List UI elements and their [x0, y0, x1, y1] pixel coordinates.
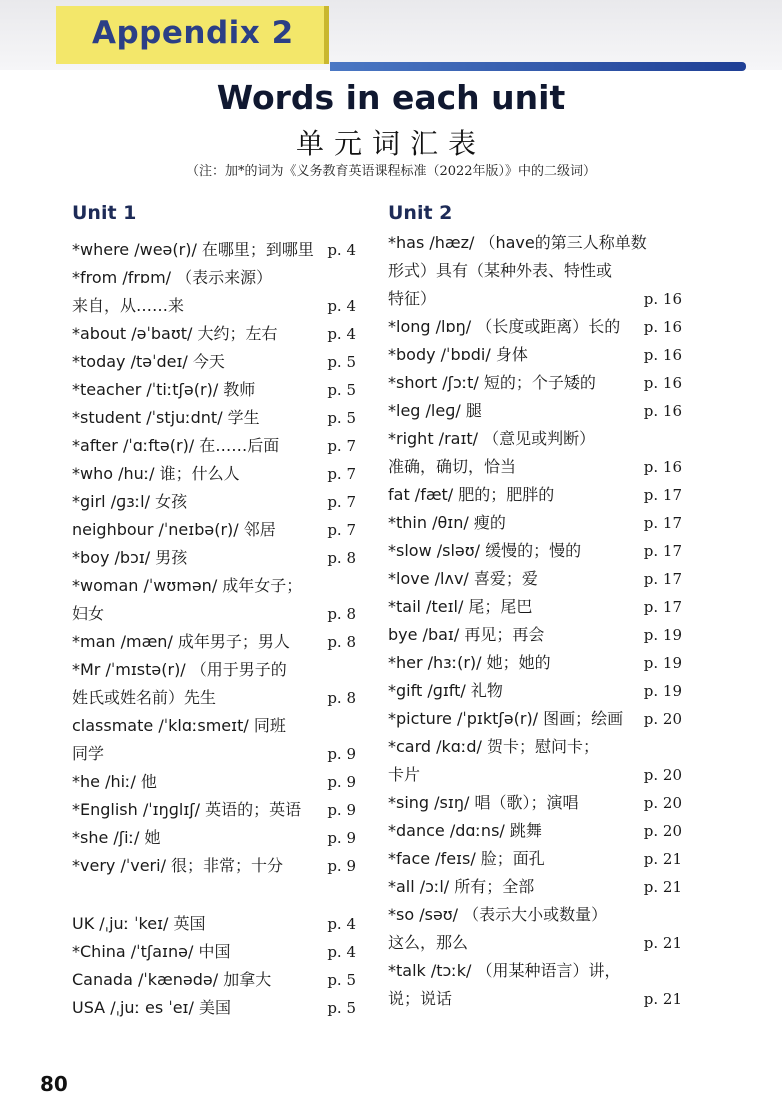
- vocab-entry-text: *long /lɒŋ/ （长度或距离）长的: [388, 317, 621, 336]
- vocab-entry-text: *her /hɜː(r)/ 她；她的: [388, 653, 551, 672]
- vocab-page-ref: p. 17: [643, 514, 682, 532]
- vocab-line: [388, 705, 682, 733]
- vocab-entry-text: *about /əˈbaʊt/ 大约；左右: [72, 324, 278, 343]
- vocab-line: [388, 985, 682, 1013]
- vocab-line: [388, 229, 682, 257]
- vocab-line: [72, 910, 356, 938]
- vocab-line: [72, 236, 356, 264]
- vocab-page-ref: p. 19: [643, 626, 682, 644]
- vocab-page-ref: p. 7: [327, 465, 356, 483]
- vocab-line: [72, 656, 356, 684]
- vocab-page-ref: p. 16: [643, 458, 682, 476]
- vocab-line: [72, 348, 356, 376]
- vocab-page-ref: p. 20: [643, 766, 682, 784]
- vocab-line: [388, 481, 682, 509]
- vocab-line: [72, 460, 356, 488]
- vocab-entry-text: 准确，确切，恰当: [388, 457, 517, 476]
- vocab-entry-text: *she /ʃiː/ 她: [72, 828, 161, 847]
- vocab-line: [388, 873, 682, 901]
- vocab-page-ref: p. 17: [643, 542, 682, 560]
- vocab-line: [388, 425, 682, 453]
- vocab-line: [388, 537, 682, 565]
- vocab-line: [72, 376, 356, 404]
- vocab-entry-text: UK /ˌjuː ˈkeɪ/ 英国: [72, 914, 206, 933]
- vocab-page-ref: p. 5: [327, 353, 356, 371]
- vocab-entry-text: *student /ˈstjuːdnt/ 学生: [72, 408, 260, 427]
- vocab-page-ref: p. 5: [327, 971, 356, 989]
- vocab-entry-text: *gift /ɡɪft/ 礼物: [388, 681, 503, 700]
- vocab-line: [72, 712, 356, 740]
- note-text: （注：加*的词为《义务教育英语课程标准（2022年版）》中的二级词）: [185, 164, 597, 179]
- vocab-line: [72, 796, 356, 824]
- vocab-page-ref: p. 16: [643, 374, 682, 392]
- vocab-entry-text: *dance /dɑːns/ 跳舞: [388, 821, 542, 840]
- vocab-entry-text: *girl /ɡɜːl/ 女孩: [72, 492, 188, 511]
- vocab-entry-text: *so /səʊ/ （表示大小或数量）: [388, 905, 608, 924]
- vocab-line: [72, 994, 356, 1022]
- vocab-page-ref: p. 9: [327, 829, 356, 847]
- vocab-page-ref: p. 9: [327, 745, 356, 763]
- vocab-page-ref: p. 4: [327, 241, 356, 259]
- vocab-line: [72, 320, 356, 348]
- vocab-entry-text: *short /ʃɔːt/ 短的；个子矮的: [388, 373, 596, 392]
- vocab-entry-text: 妇女: [72, 604, 105, 623]
- vocab-entry-text: *teacher /ˈtiːtʃə(r)/ 教师: [72, 380, 256, 399]
- vocab-entry-text: *all /ɔːl/ 所有；全部: [388, 877, 535, 896]
- vocab-entry-text: classmate /ˈklɑːsmeɪt/ 同班: [72, 716, 286, 735]
- unit1-heading: Unit 1: [72, 202, 137, 224]
- vocab-line: [72, 768, 356, 796]
- vocab-line: [388, 453, 682, 481]
- vocab-page-ref: p. 21: [643, 850, 682, 868]
- vocab-line: [72, 292, 356, 320]
- vocab-page-ref: p. 20: [643, 794, 682, 812]
- page-number: 80: [40, 1072, 68, 1096]
- vocab-line: [72, 852, 356, 880]
- vocab-page-ref: p. 21: [643, 990, 682, 1008]
- vocab-page-ref: p. 9: [327, 857, 356, 875]
- vocab-line: [388, 845, 682, 873]
- vocab-page-ref: p. 4: [327, 943, 356, 961]
- vocab-line: [388, 397, 682, 425]
- vocab-page-ref: p. 5: [327, 409, 356, 427]
- vocab-line: [388, 593, 682, 621]
- vocab-line: [72, 938, 356, 966]
- vocab-line: [72, 516, 356, 544]
- vocab-entry-text: fat /fæt/ 肥的；肥胖的: [388, 485, 555, 504]
- vocab-page-ref: p. 20: [643, 822, 682, 840]
- vocab-entry-text: 形式）具有（某种外表、特性或: [388, 261, 613, 280]
- vocab-page-ref: p. 4: [327, 325, 356, 343]
- vocab-entry-text: *slow /sləʊ/ 缓慢的；慢的: [388, 541, 582, 560]
- vocab-entry-text: 说；说话: [388, 989, 453, 1008]
- vocab-page-ref: p. 17: [643, 570, 682, 588]
- vocab-line: [388, 313, 682, 341]
- vocab-entry-text: 同学: [72, 744, 105, 763]
- vocab-line: [72, 740, 356, 768]
- vocab-entry-text: *woman /ˈwʊmən/ 成年女子；: [72, 576, 303, 595]
- vocab-entry-text: *face /feɪs/ 脸；面孔: [388, 849, 545, 868]
- vocab-entry-text: bye /baɪ/ 再见；再会: [388, 625, 545, 644]
- vocab-page-ref: p. 9: [327, 801, 356, 819]
- vocab-page-ref: p. 17: [643, 486, 682, 504]
- vocab-page-ref: p. 21: [643, 878, 682, 896]
- appendix-label: Appendix 2: [92, 15, 294, 51]
- vocab-page-ref: p. 16: [643, 290, 682, 308]
- vocab-entry-text: *he /hiː/ 他: [72, 772, 157, 791]
- vocab-entry-text: *who /huː/ 谁；什么人: [72, 464, 240, 483]
- vocab-line: [388, 621, 682, 649]
- vocab-page-ref: p. 20: [643, 710, 682, 728]
- vocab-line: [388, 789, 682, 817]
- vocab-line: [72, 628, 356, 656]
- vocab-line: [388, 677, 682, 705]
- vocab-page-ref: p. 21: [643, 934, 682, 952]
- vocab-entry-text: 特征）: [388, 289, 437, 308]
- vocab-line: [72, 684, 356, 712]
- vocab-entry-text: USA /ˌjuː es ˈeɪ/ 美国: [72, 998, 231, 1017]
- vocab-line: [388, 649, 682, 677]
- vocab-line: [388, 957, 682, 985]
- vocab-entry-text: *boy /bɔɪ/ 男孩: [72, 548, 188, 567]
- header-rule: [330, 62, 746, 71]
- vocab-line: [388, 929, 682, 957]
- vocab-entry-text: *man /mæn/ 成年男子；男人: [72, 632, 290, 651]
- vocab-page-ref: p. 4: [327, 297, 356, 315]
- vocab-line: [72, 264, 356, 292]
- vocab-entry-text: *talk /tɔːk/ （用某种语言）讲，: [388, 961, 621, 980]
- page-title: Words in each unit: [216, 78, 566, 117]
- vocab-line: [388, 369, 682, 397]
- vocab-entry-text: 来自，从……来: [72, 296, 185, 315]
- vocab-entry-text: *very /ˈveri/ 很；非常；十分: [72, 856, 284, 875]
- unit2-heading: Unit 2: [388, 202, 453, 224]
- vocab-entry-text: *from /frɒm/ （表示来源）: [72, 268, 273, 287]
- vocab-page-ref: p. 16: [643, 318, 682, 336]
- vocab-line: [388, 901, 682, 929]
- page-subtitle: 单元词汇表: [295, 127, 486, 160]
- vocab-page-ref: p. 19: [643, 654, 682, 672]
- vocab-page-ref: p. 8: [327, 605, 356, 623]
- vocab-entry-text: *after /ˈɑːftə(r)/ 在……后面: [72, 436, 280, 455]
- vocab-entry-text: *China /ˈtʃaɪnə/ 中国: [72, 942, 231, 961]
- vocab-page-ref: p. 5: [327, 381, 356, 399]
- vocab-page-ref: p. 4: [327, 915, 356, 933]
- vocab-page-ref: p. 9: [327, 773, 356, 791]
- vocab-entry-text: *thin /θɪn/ 瘦的: [388, 513, 506, 532]
- vocab-line: [388, 285, 682, 313]
- vocab-page-ref: p. 8: [327, 633, 356, 651]
- vocab-line: [72, 572, 356, 600]
- vocab-entry-text: 卡片: [388, 765, 421, 784]
- vocab-line: [388, 817, 682, 845]
- vocab-line: [72, 488, 356, 516]
- vocab-entry-text: *sing /sɪŋ/ 唱（歌）；演唱: [388, 793, 579, 812]
- vocab-page-ref: p. 16: [643, 346, 682, 364]
- vocab-entry-text: *right /raɪt/ （意见或判断）: [388, 429, 596, 448]
- vocab-entry-text: *has /hæz/ （have的第三人称单数: [388, 233, 647, 252]
- vocab-line: [388, 341, 682, 369]
- vocab-page-ref: p. 7: [327, 521, 356, 539]
- vocab-line: [72, 404, 356, 432]
- vocab-line: [72, 544, 356, 572]
- vocab-page-ref: p. 7: [327, 493, 356, 511]
- vocab-entry-text: *leg /leɡ/ 腿: [388, 401, 482, 420]
- vocab-line: [388, 761, 682, 789]
- vocab-entry-text: *where /weə(r)/ 在哪里；到哪里: [72, 240, 314, 259]
- vocab-line: [388, 257, 682, 285]
- vocab-page-ref: p. 17: [643, 598, 682, 616]
- vocab-line: [72, 824, 356, 852]
- vocab-line: [72, 600, 356, 628]
- vocab-entry-text: *English /ˈɪŋɡlɪʃ/ 英语的；英语: [72, 800, 302, 819]
- vocab-entry-text: *picture /ˈpɪktʃə(r)/ 图画；绘画: [388, 709, 624, 728]
- vocab-line: [388, 733, 682, 761]
- vocab-entry-text: *Mr /ˈmɪstə(r)/ （用于男子的: [72, 660, 287, 679]
- vocab-page-ref: p. 19: [643, 682, 682, 700]
- vocab-page-ref: p. 8: [327, 689, 356, 707]
- vocab-entry-text: *body /ˈbɒdi/ 身体: [388, 345, 528, 364]
- vocab-line: [388, 565, 682, 593]
- vocab-entry-text: Canada /ˈkænədə/ 加拿大: [72, 970, 272, 989]
- vocab-entry-text: *love /lʌv/ 喜爱；爱: [388, 569, 538, 588]
- vocab-entry-text: *card /kɑːd/ 贺卡；慰问卡；: [388, 737, 599, 756]
- vocab-page-ref: p. 7: [327, 437, 356, 455]
- vocab-entry-text: 姓氏或姓名前）先生: [72, 688, 217, 707]
- vocab-line: [72, 966, 356, 994]
- vocab-entry-text: 这么，那么: [388, 933, 469, 952]
- vocab-line: [388, 509, 682, 537]
- vocab-entry-text: *tail /teɪl/ 尾；尾巴: [388, 597, 533, 616]
- vocab-entry-text: neighbour /ˈneɪbə(r)/ 邻居: [72, 520, 276, 539]
- vocab-entry-text: *today /təˈdeɪ/ 今天: [72, 352, 225, 371]
- vocab-page-ref: p. 8: [327, 549, 356, 567]
- vocab-line: [72, 432, 356, 460]
- vocab-page-ref: p. 5: [327, 999, 356, 1017]
- vocab-page-ref: p. 16: [643, 402, 682, 420]
- appendix-tab: [56, 6, 329, 64]
